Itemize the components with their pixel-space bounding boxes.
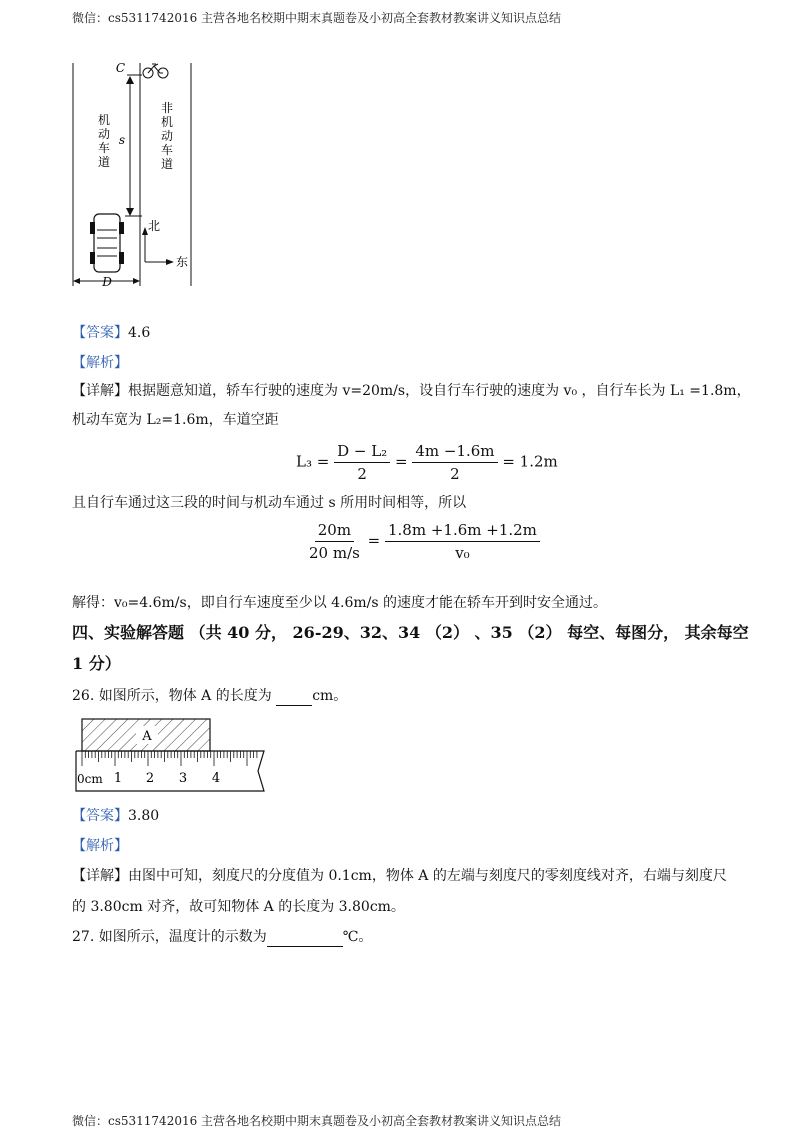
- question-26: [72, 686, 347, 706]
- detail-text-26-1: 由图中可知，刻度尺的分度值为 0.1cm，物体 A 的左端与刻度尺的零刻度线对齐，右端与刻度尺: [128, 868, 727, 884]
- tick-label-1: 1: [113, 771, 123, 786]
- nonmotor-lane-char-5: 道: [160, 157, 174, 171]
- detail-line1-q26: [72, 866, 727, 886]
- formula1-frac2-num: 4m −1.6m: [412, 442, 497, 463]
- detail-line1-q25: [72, 381, 751, 401]
- tick-label-2: 2: [145, 771, 155, 786]
- east-label: 东: [176, 255, 189, 269]
- nonmotor-lane-char-3: 动: [160, 129, 174, 143]
- question-27: [72, 927, 372, 947]
- formula2-frac1: [306, 521, 363, 562]
- formula1-frac2-den: 2: [450, 465, 460, 483]
- motor-lane-char-1: 机: [97, 113, 111, 127]
- motor-lane-char-4: 道: [97, 155, 111, 169]
- analysis-line-q26: [72, 836, 128, 856]
- formula1-rhs: = 1.2m: [502, 452, 558, 471]
- label-d: D: [102, 275, 112, 289]
- analysis-tag-26: 【解析】: [72, 838, 128, 854]
- tick-label-3: 3: [178, 771, 188, 786]
- formula1-frac1-num: D − L₂: [334, 442, 390, 463]
- section4-title-line2: 1 分）: [72, 654, 121, 673]
- road-diagram: [70, 58, 200, 296]
- detail-text-1: 根据题意知道，轿车行驶的速度为 v=20m/s，设自行车行驶的速度为 v₀ ，自行车长为 L₁ =1.8m，: [128, 383, 751, 399]
- detail-line2-q25: 机动车宽为 L₂=1.6m，车道空距: [72, 412, 279, 428]
- q27-text-after: ℃。: [342, 929, 373, 945]
- label-c: C: [115, 61, 125, 75]
- ruler-diagram: [74, 716, 268, 794]
- formula-speed: [306, 521, 540, 562]
- formula2-frac2-num: 1.8m +1.6m +1.2m: [385, 521, 540, 542]
- detail-line2-q26: 的 3.80cm 对齐，故可知物体 A 的长度为 3.80cm。: [72, 899, 405, 915]
- nonmotor-lane-char-1: 非: [160, 101, 174, 115]
- ruler-ticks: [82, 751, 257, 766]
- line3-q25: 且自行车通过这三段的时间与机动车通过 s 所用时间相等，所以: [72, 495, 467, 511]
- analysis-line-q25: [72, 353, 128, 373]
- page-footer: 微信：cs5311742016 主营各地名校期中期末真题卷及小初高全套教材教案讲义知识点总结: [72, 1114, 562, 1128]
- formula2-frac1-num: 20m: [315, 521, 354, 542]
- q27-answer-blank: [267, 932, 343, 947]
- formula2-frac1-den: 20 m/s: [309, 544, 360, 562]
- answer-line-q25: [72, 323, 150, 343]
- formula1-frac2: [412, 442, 497, 483]
- tick-label-4: 4: [211, 771, 221, 786]
- formula1-lhs: L₃ =: [296, 452, 330, 471]
- tick-label-0: 0cm: [77, 772, 103, 786]
- answer-line-q26: [72, 806, 159, 826]
- bicycle-icon: [143, 64, 168, 78]
- ruler-body: [76, 751, 264, 791]
- q26-answer-blank: [276, 691, 312, 706]
- label-s: s: [118, 133, 125, 147]
- nonmotor-lane-char-2: 机: [160, 115, 174, 129]
- formula1-frac1-den: 2: [357, 465, 367, 483]
- formula2-eq: =: [367, 531, 381, 550]
- motor-lane-char-3: 车: [97, 141, 111, 155]
- q26-text-after: cm。: [312, 688, 348, 704]
- answer-value-26: 3.80: [128, 808, 160, 824]
- q26-text-before: 26. 如图所示，物体 A 的长度为: [72, 688, 277, 704]
- page-header: 微信：cs5311742016 主营各地名校期中期末真题卷及小初高全套教材教案讲义知识点总结: [72, 11, 562, 25]
- q27-text-before: 27. 如图所示，温度计的示数为: [72, 929, 267, 945]
- formula2-frac2-den: v₀: [455, 544, 470, 562]
- detail-tag-26: 【详解】: [72, 868, 128, 884]
- answer-tag-26: 【答案】: [72, 808, 128, 824]
- section4-title-line1: 四、实验解答题 （共 40 分， 26-29、32、34 （2） 、35 （2） 每空、每图分， 其余每空: [72, 623, 749, 642]
- formula1-frac1: [334, 442, 390, 483]
- answer-value: 4.6: [128, 325, 151, 341]
- formula2-frac2: [385, 521, 540, 562]
- formula-l3: [296, 442, 558, 483]
- car-icon: [90, 214, 124, 272]
- motor-lane-char-2: 动: [97, 127, 111, 141]
- analysis-tag: 【解析】: [72, 355, 128, 371]
- answer-tag: 【答案】: [72, 325, 128, 341]
- north-label: 北: [148, 219, 161, 233]
- formula1-eq: =: [394, 452, 408, 471]
- object-a-label: A: [142, 729, 152, 744]
- solution-line-q25: 解得：v₀=4.6m/s，即自行车速度至少以 4.6m/s 的速度才能在轿车开到时安全通过。: [72, 595, 608, 611]
- nonmotor-lane-char-4: 车: [160, 143, 174, 157]
- detail-tag: 【详解】: [72, 383, 128, 399]
